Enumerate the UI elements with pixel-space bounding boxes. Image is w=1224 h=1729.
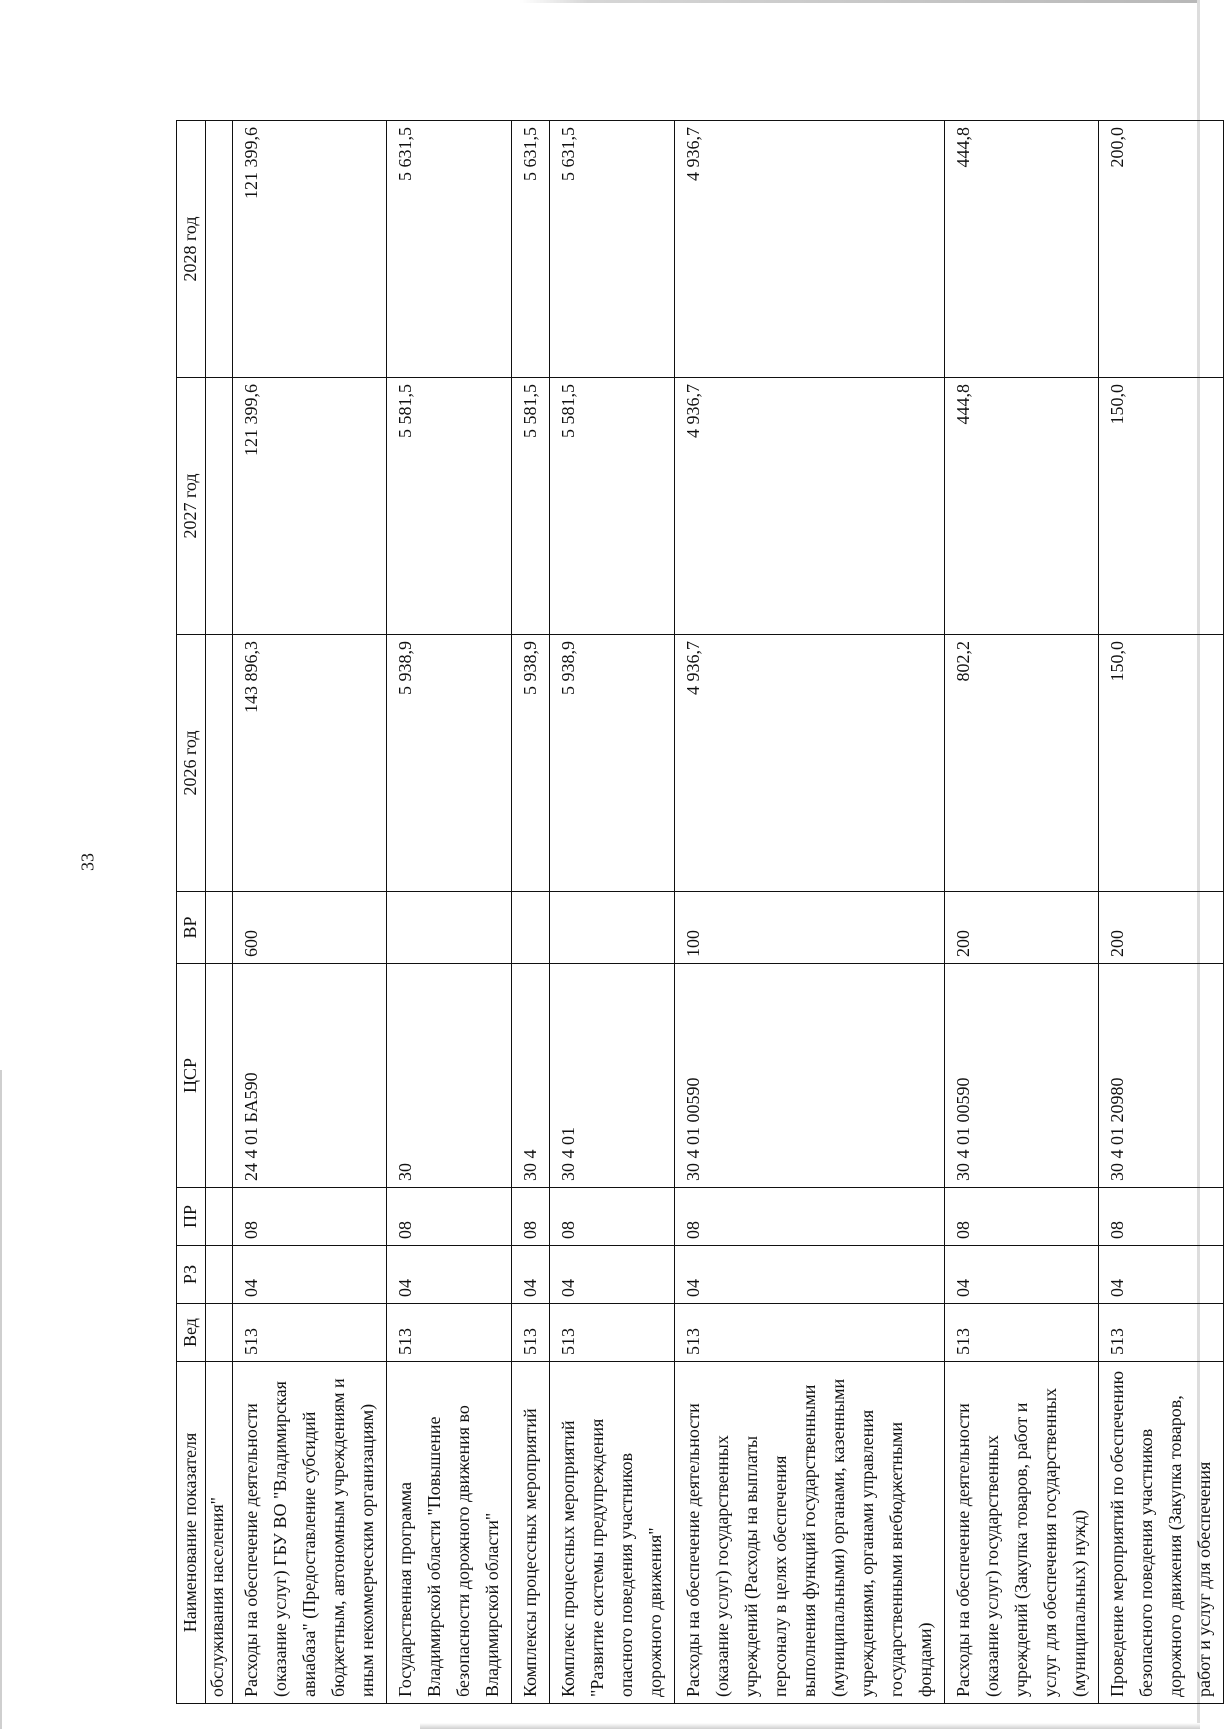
cell-pr: 08 (945, 1188, 1099, 1246)
cell-ved: 513 (1099, 1304, 1224, 1362)
cell-2028: 121 399,6 (233, 121, 387, 378)
cell-2027: 5 581,5 (512, 378, 550, 635)
table-row (945, 121, 1099, 1704)
page-number: 33 (77, 853, 98, 871)
cell-pr: 08 (550, 1188, 675, 1246)
cell-csr: 30 4 01 00590 (675, 964, 945, 1188)
cell-rz: 04 (550, 1246, 675, 1304)
cell-2027: 4 936,7 (675, 378, 945, 635)
cell-ved: 513 (512, 1304, 550, 1362)
header-ved: Вед (177, 1304, 206, 1362)
header-vr: ВР (177, 892, 206, 964)
table-row (512, 121, 550, 1704)
cell-2027: 444,8 (945, 378, 1099, 635)
cell-ved (206, 1304, 233, 1362)
cell-2028: 5 631,5 (387, 121, 512, 378)
cell-vr (387, 892, 512, 964)
cell-pr: 08 (233, 1188, 387, 1246)
header-pr: ПР (177, 1188, 206, 1246)
scan-edge-top (520, 0, 1200, 3)
cell-ved: 513 (387, 1304, 512, 1362)
cell-2027: 5 581,5 (387, 378, 512, 635)
cell-2026: 4 936,7 (675, 635, 945, 892)
table-row (387, 121, 512, 1704)
header-2026: 2026 год (177, 635, 206, 892)
cell-name: Расходы на обеспечение деятельности (оказание услуг) государственных учреждений (Расходы на выплаты персоналу в целях обеспечения выполнения функций государственными (муниципальными) органами, казенными учреждениями, органами управления государственными внебюджетными фондами) (675, 1362, 945, 1704)
cell-vr: 600 (233, 892, 387, 964)
cell-pr: 08 (512, 1188, 550, 1246)
cell-rz: 04 (945, 1246, 1099, 1304)
cell-2027: 5 581,5 (550, 378, 675, 635)
cell-2026: 150,0 (1099, 635, 1224, 892)
cell-csr: 30 4 (512, 964, 550, 1188)
cell-vr: 200 (1099, 892, 1224, 964)
cell-name: Расходы на обеспечение деятельности (оказание услуг) ГБУ ВО "Владимирская авиабаза" (Предоставление субсидий бюджетным, автономным учреждениям и иным некоммерческим организациям) (233, 1362, 387, 1704)
scan-edge-left (0, 1070, 2, 1729)
cell-rz: 04 (512, 1246, 550, 1304)
cell-name: Расходы на обеспечение деятельности (оказание услуг) государственных учреждений (Закупка товаров, работ и услуг для обеспечения государственных (муниципальных) нужд) (945, 1362, 1099, 1704)
cell-2028: 5 631,5 (512, 121, 550, 378)
table-row (675, 121, 945, 1704)
scan-edge-bottom (420, 1723, 1200, 1729)
cell-2027: 150,0 (1099, 378, 1224, 635)
cell-name: Государственная программа Владимирской области "Повышение безопасности дорожного движения во Владимирской области" (387, 1362, 512, 1704)
cell-vr: 200 (945, 892, 1099, 964)
cell-2028 (206, 121, 233, 378)
header-2027: 2027 год (177, 378, 206, 635)
cell-vr (550, 892, 675, 964)
cell-2026: 5 938,9 (512, 635, 550, 892)
cell-pr: 08 (675, 1188, 945, 1246)
cell-2026: 143 896,3 (233, 635, 387, 892)
table-row (550, 121, 675, 1704)
cell-rz: 04 (233, 1246, 387, 1304)
cell-2026: 802,2 (945, 635, 1099, 892)
cell-ved: 513 (550, 1304, 675, 1362)
cell-rz: 04 (675, 1246, 945, 1304)
cell-ved: 513 (233, 1304, 387, 1362)
cell-rz: 04 (387, 1246, 512, 1304)
table-header-row (177, 121, 206, 1704)
cell-pr: 08 (1099, 1188, 1224, 1246)
header-csr: ЦСР (177, 964, 206, 1188)
cell-name: обслуживания населения" (206, 1362, 233, 1704)
rotated-table-frame (176, 120, 1224, 1704)
cell-csr: 30 4 01 20980 (1099, 964, 1224, 1188)
cell-csr (206, 964, 233, 1188)
cell-2026: 5 938,9 (387, 635, 512, 892)
cell-2027 (206, 378, 233, 635)
table-row (1099, 121, 1224, 1704)
cell-rz: 04 (1099, 1246, 1224, 1304)
cell-csr: 30 (387, 964, 512, 1188)
cell-name: Комплексы процессных мероприятий (512, 1362, 550, 1704)
cell-ved: 513 (945, 1304, 1099, 1362)
cell-name: Проведение мероприятий по обеспечению безопасного поведения участников дорожного движения (Закупка товаров, работ и услуг для обеспечения (1099, 1362, 1224, 1704)
cell-2026: 5 938,9 (550, 635, 675, 892)
cell-rz (206, 1246, 233, 1304)
table-row (233, 121, 387, 1704)
budget-table (176, 120, 1224, 1704)
header-rz: РЗ (177, 1246, 206, 1304)
cell-2028: 200,0 (1099, 121, 1224, 378)
cell-ved: 513 (675, 1304, 945, 1362)
cell-2028: 4 936,7 (675, 121, 945, 378)
cell-csr: 30 4 01 (550, 964, 675, 1188)
cell-pr: 08 (387, 1188, 512, 1246)
cell-vr (206, 892, 233, 964)
cell-2028: 444,8 (945, 121, 1099, 378)
header-2028: 2028 год (177, 121, 206, 378)
cell-vr: 100 (675, 892, 945, 964)
header-name: Наименование показателя (177, 1362, 206, 1704)
cell-pr (206, 1188, 233, 1246)
cell-2027: 121 399,6 (233, 378, 387, 635)
cell-2026 (206, 635, 233, 892)
cell-2028: 5 631,5 (550, 121, 675, 378)
table-row (206, 121, 233, 1704)
cell-vr (512, 892, 550, 964)
cell-csr: 30 4 01 00590 (945, 964, 1099, 1188)
cell-name: Комплекс процессных мероприятий "Развитие системы предупреждения опасного поведения участников дорожного движения" (550, 1362, 675, 1704)
cell-csr: 24 4 01 БА590 (233, 964, 387, 1188)
budget-table-area (176, 120, 1214, 1704)
